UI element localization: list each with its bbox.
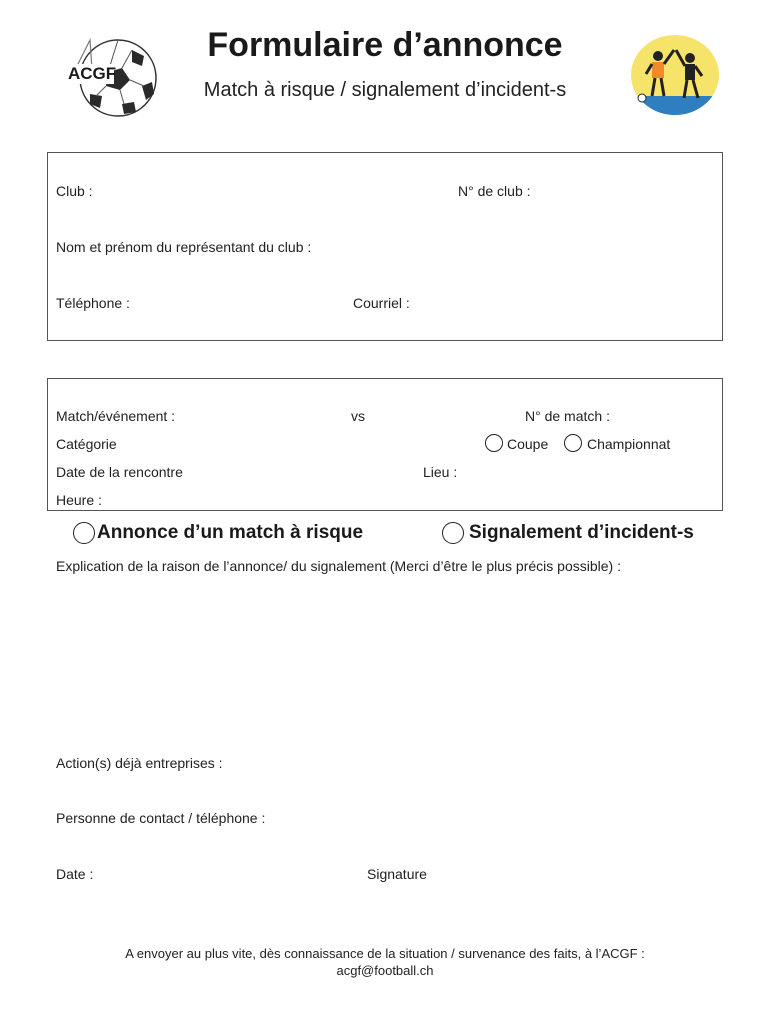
incident-label: Signalement d’incident-s (469, 522, 694, 543)
time-label: Heure : (56, 492, 102, 508)
page-title: Formulaire d’annonce (207, 26, 563, 64)
cup-radio[interactable] (485, 434, 503, 452)
match-date-label: Date de la rencontre (56, 464, 183, 480)
players-badge (630, 34, 720, 116)
risk-match-radio[interactable] (73, 522, 95, 544)
page-subtitle: Match à risque / signalement d’incident-s (203, 79, 567, 101)
vs-label: vs (351, 408, 365, 424)
representative-label: Nom et prénom du représentant du club : (56, 239, 312, 255)
email-label: Courriel : (353, 295, 410, 311)
phone-label: Téléphone : (56, 295, 130, 311)
explanation-box[interactable] (47, 549, 723, 716)
cup-label: Coupe (507, 436, 549, 452)
date-label: Date : (56, 866, 94, 882)
logo-text: ACGF (68, 64, 117, 83)
match-number-label: N° de match : (525, 408, 610, 424)
club-number-label: N° de club : (458, 183, 531, 199)
club-label: Club : (56, 183, 93, 199)
match-label: Match/événement : (56, 408, 176, 424)
incident-radio[interactable] (442, 522, 464, 544)
explanation-label: Explication de la raison de l’annonce/ du signalement (Merci d’être le plus précis possible) : (56, 558, 621, 574)
actions-label: Action(s) déjà entreprises : (56, 755, 223, 771)
risk-match-label: Annonce d’un match à risque (97, 522, 364, 543)
footer-instructions: A envoyer au plus vite, dès connaissance de la situation / survenance des faits, à l’ACGF : (125, 946, 645, 961)
championship-label: Championnat (587, 436, 671, 452)
championship-radio[interactable] (564, 434, 582, 452)
footer-email: acgf@football.ch (336, 963, 434, 978)
category-label: Catégorie (56, 436, 117, 452)
signature-label: Signature (367, 866, 427, 882)
contact-label: Personne de contact / téléphone : (56, 810, 266, 826)
place-label: Lieu : (423, 464, 458, 480)
